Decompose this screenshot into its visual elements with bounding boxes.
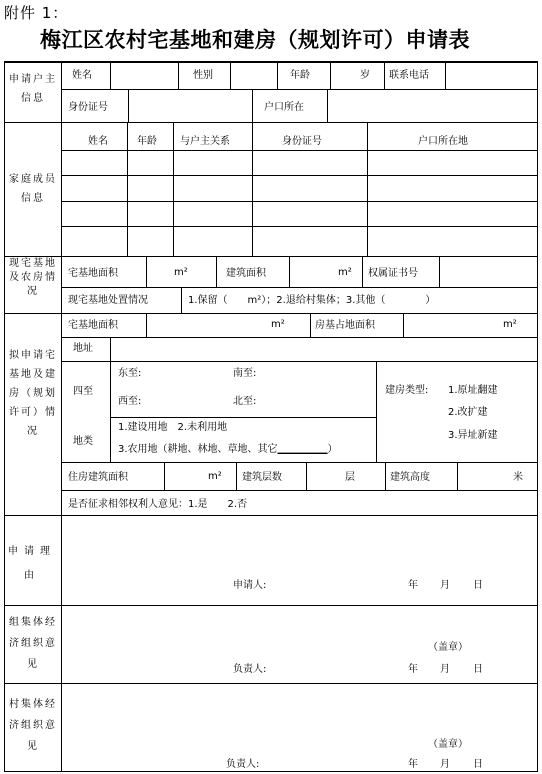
floors-unit: 层 <box>345 472 355 483</box>
neighbor-consent-text: 是否征求相邻权利人意见：1.是 2.否 <box>68 499 248 510</box>
height-unit: 米 <box>513 472 523 483</box>
residential-area-unit: m² <box>208 471 222 482</box>
build-type-option-2: 2.改扩建 <box>448 407 488 418</box>
family-col-age: 年龄 <box>137 136 157 147</box>
proposed-homestead-area-label: 宅基地面积 <box>68 320 118 331</box>
north-label: 北至: <box>233 396 257 407</box>
land-type-other-blank: ＿＿＿＿＿ <box>277 444 328 455</box>
applicant-id-label: 身份证号 <box>68 102 108 113</box>
village-collective-signer: 负责人: <box>226 759 260 770</box>
reason-day: 日 <box>473 580 483 591</box>
family-section-label: 家庭成员信息 <box>9 174 57 204</box>
land-type-option-1: 1.建设用地 2.未利用地 <box>118 422 228 433</box>
floors-label: 建筑层数 <box>242 472 282 483</box>
village-collective-seal: （盖章） <box>428 739 468 750</box>
build-type-option-1: 1.原址翻建 <box>448 385 498 396</box>
reason-year: 年 <box>408 580 418 591</box>
west-label: 西至: <box>118 396 142 407</box>
age-unit-label: 岁 <box>360 70 370 81</box>
village-collective-year: 年 <box>408 759 418 770</box>
footprint-unit: m² <box>503 319 517 330</box>
current-building-unit: m² <box>338 267 352 278</box>
village-collective-section-label: 村集体经济组织意见 <box>9 699 57 752</box>
collective-org-day: 日 <box>473 664 483 675</box>
applicant-phone-label: 联系电话 <box>389 70 429 81</box>
village-collective-day: 日 <box>473 759 483 770</box>
family-col-name: 姓名 <box>88 136 108 147</box>
south-label: 南至: <box>233 368 257 379</box>
family-col-relation: 与户主关系 <box>180 136 230 147</box>
applicant-hukou-label: 户口所在 <box>264 102 304 113</box>
residential-area-label: 住房建筑面积 <box>68 472 128 483</box>
east-label: 东至: <box>118 368 142 379</box>
footprint-area-label: 房基占地面积 <box>315 320 375 331</box>
address-label: 地址 <box>73 343 93 354</box>
collective-org-year: 年 <box>408 664 418 675</box>
build-type-option-3: 3.异址新建 <box>448 430 498 441</box>
village-collective-month: 月 <box>440 759 450 770</box>
proposed-homestead-unit: m² <box>271 319 285 330</box>
reason-month: 月 <box>440 580 450 591</box>
applicant-age-label: 年龄 <box>290 70 310 81</box>
collective-org-signer: 负责人: <box>233 664 267 675</box>
reason-signer-label: 申请人: <box>233 580 267 591</box>
family-col-hukou: 户口所在地 <box>418 136 468 147</box>
reason-section-label: 申请理由 <box>8 546 56 581</box>
build-type-label: 建房类型: <box>385 385 429 396</box>
collective-org-section-label: 组集体经济组织意见 <box>9 617 57 670</box>
bounds-label: 四至 <box>73 386 93 397</box>
collective-org-seal: （盖章） <box>428 642 468 653</box>
height-label: 建筑高度 <box>390 472 430 483</box>
land-type-label: 地类 <box>73 436 93 447</box>
disposal-label: 现宅基地处置情况 <box>68 295 148 306</box>
proposed-section-label: 拟申请宅基地及建房（规划许可）情况 <box>9 350 57 437</box>
applicant-name-label: 姓名 <box>72 70 92 81</box>
current-building-area-label: 建筑面积 <box>226 268 266 279</box>
cert-no-label: 权属证书号 <box>368 268 418 279</box>
current-homestead-unit: m² <box>174 267 188 278</box>
attachment-label: 附件 1： <box>4 4 69 22</box>
current-section-label: 现宅基地及农房情况 <box>9 258 57 297</box>
collective-org-month: 月 <box>440 664 450 675</box>
disposal-options: 1.保留（ m²）；2.退给村集体；3.其他（ ） <box>188 295 436 306</box>
family-col-id: 身份证号 <box>282 136 322 147</box>
applicant-gender-label: 性别 <box>193 70 213 81</box>
form-title: 梅江区农村宅基地和建房（规划许可）申请表 <box>40 27 470 52</box>
applicant-section-label: 申请户主信息 <box>9 74 57 104</box>
land-type-option-2: 3.农用地（耕地、林地、草地、其它＿＿＿＿＿） <box>118 444 338 455</box>
current-homestead-area-label: 宅基地面积 <box>68 268 118 279</box>
